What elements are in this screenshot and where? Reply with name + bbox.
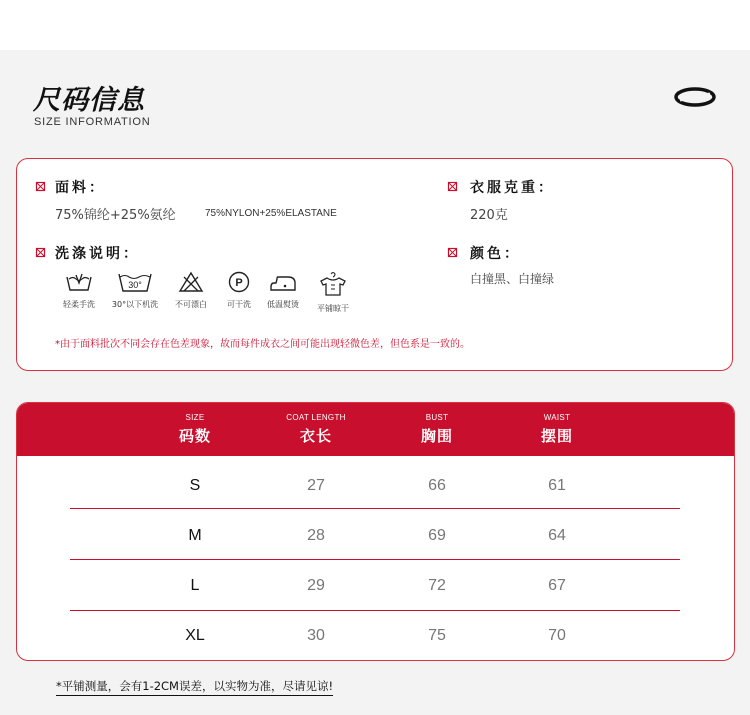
top-banner-strip [0, 0, 750, 50]
no-bleach-icon [178, 271, 204, 293]
size-cell: M [188, 527, 202, 544]
care-item-machine-wash [109, 271, 161, 310]
fabric-label: 面料： [55, 180, 106, 196]
care-item-hand-wash [53, 271, 105, 310]
dry-clean-p-icon [227, 271, 251, 293]
machine-wash-30-icon [117, 271, 153, 293]
care-item-flat-dry [307, 271, 359, 314]
fabric-value-en: 75%NYLON+25%ELASTANE [205, 208, 337, 219]
table-row [17, 561, 734, 611]
bust-cell: 69 [428, 527, 446, 544]
measurement-footnote: *平铺测量，会有1-2CM误差，以实物为准，尽请见谅! [56, 678, 333, 696]
care-item-no-bleach [165, 271, 217, 310]
bust-cell: 75 [428, 627, 446, 644]
table-header [17, 403, 734, 456]
hand-wash-icon [65, 271, 93, 293]
size-cell: XL [185, 627, 205, 644]
header-size: SIZE 码数 [178, 413, 211, 445]
fabric-value: 75%锦纶+25%氨纶 [55, 208, 176, 223]
table-row [17, 461, 734, 511]
coat-length-cell: 28 [307, 527, 325, 544]
coat-length-cell: 30 [307, 627, 325, 644]
waist-cell: 70 [548, 627, 566, 644]
bust-cell: 72 [428, 577, 446, 594]
weight-value: 220克 [470, 208, 508, 223]
size-cell: S [189, 477, 201, 494]
page-title: 尺码信息 [33, 85, 145, 116]
care-caption: 平铺晾干 [317, 304, 349, 313]
care-item-low-iron [257, 271, 309, 310]
diamond-bullet-icon [447, 247, 458, 258]
care-caption: 30°以下机洗 [111, 300, 159, 309]
header-coat-length: COAT LENGTH 衣长 [286, 413, 346, 445]
fabric-info-card [16, 158, 733, 371]
waist-cell: 61 [548, 477, 566, 494]
diamond-bullet-icon [447, 181, 458, 192]
row-divider [70, 559, 680, 560]
dry-clean-letter: P [235, 277, 243, 289]
care-caption: 低温熨烫 [267, 300, 299, 309]
weight-label: 衣服克重： [470, 180, 555, 196]
header-bust: BUST 胸围 [420, 413, 453, 445]
table-row [17, 511, 734, 561]
care-caption: 轻柔手洗 [63, 300, 95, 309]
color-value: 白撞黑、白撞绿 [470, 272, 555, 286]
header-waist: WAIST 摆围 [540, 413, 573, 445]
coat-length-cell: 27 [307, 477, 325, 494]
low-iron-icon [268, 271, 298, 293]
row-divider [70, 508, 680, 509]
color-label: 颜色： [470, 246, 521, 262]
bust-cell: 66 [428, 477, 446, 494]
care-caption: 可干洗 [227, 300, 251, 309]
wash-temp-text: 30° [128, 280, 142, 290]
page-subtitle: SIZE INFORMATION [34, 116, 151, 128]
waist-cell: 64 [548, 527, 566, 544]
care-label: 洗涤说明： [55, 246, 140, 262]
care-caption: 不可漂白 [175, 300, 207, 309]
diamond-bullet-icon [35, 247, 46, 258]
color-variance-note: *由于面料批次不同会存在色差现象，故而每件成衣之间可能出现轻微色差，但色系是一致的。 [55, 339, 470, 350]
size-cell: L [190, 577, 200, 594]
diamond-bullet-icon [35, 181, 46, 192]
table-row [17, 611, 734, 661]
waist-cell: 67 [548, 577, 566, 594]
coat-length-cell: 29 [307, 577, 325, 594]
size-table [16, 402, 735, 661]
flat-dry-icon [319, 271, 347, 297]
brand-logo-icon [674, 86, 716, 108]
